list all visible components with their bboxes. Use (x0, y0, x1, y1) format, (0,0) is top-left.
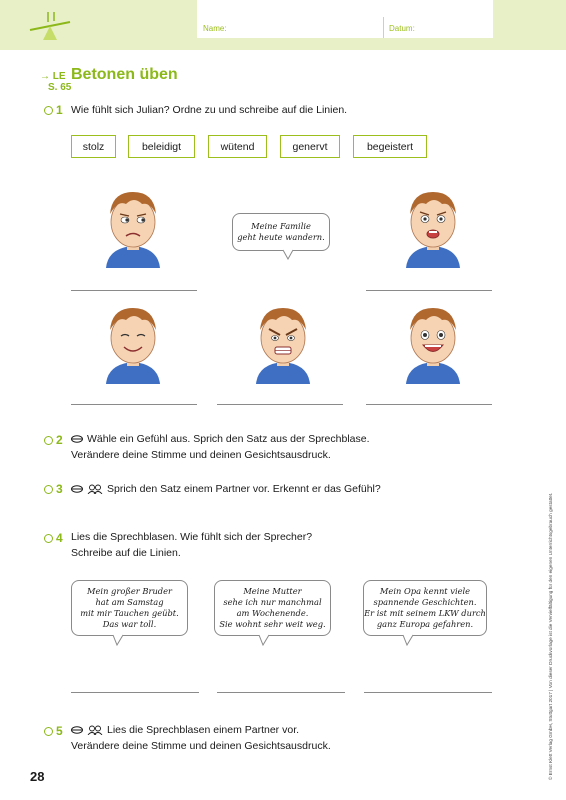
word-box-begeistert: begeistert (353, 135, 427, 158)
face-genervt-icon (398, 184, 468, 268)
page-title: Betonen üben (71, 66, 178, 83)
checkbox-circle-icon (44, 534, 53, 543)
partner-icon (87, 484, 103, 494)
speech-bubble-tail-icon (258, 634, 272, 646)
page-number: 28 (30, 769, 45, 784)
answer-line[interactable] (366, 404, 492, 405)
copyright-notice: © Ernst Klett Verlag GmbH, Stuttgart 2017 | Von dieser Druckvorlage ist die Vervielfältigung für den eigenen Unterrichtsgebrauch gestattet. (548, 492, 553, 780)
speech-bubble-tail-icon (112, 634, 126, 646)
answer-line[interactable] (364, 692, 492, 693)
answer-line[interactable] (366, 290, 492, 291)
task-number-2: 2 (44, 433, 63, 447)
answer-line[interactable] (71, 692, 199, 693)
speech-bubble-mother: Meine Mutter sehe ich nur manchmal am Wochenende. Sie wohnt sehr weit weg. (214, 580, 331, 636)
speech-bubble-brother: Mein großer Bruder hat am Samstag mit mir Tauchen geübt. Das war toll. (71, 580, 188, 636)
task-number-3: 3 (44, 482, 63, 496)
partner-icon (87, 725, 103, 735)
field-separator (383, 17, 384, 38)
task-number-5: 5 (44, 724, 63, 738)
face-begeistert-icon (398, 300, 468, 384)
speech-bubble-center: Meine Familie geht heute wandern. (232, 213, 330, 251)
mouth-speak-icon (71, 485, 83, 493)
task-number-4: 4 (44, 531, 63, 545)
mouth-speak-icon (71, 726, 83, 734)
task-number-1: 1 (44, 103, 63, 117)
word-box-genervt: genervt (280, 135, 340, 158)
task-4-text: Lies die Sprechblasen. Wie fühlt sich der Sprecher? Schreibe auf die Linien. (71, 531, 313, 559)
answer-line[interactable] (71, 290, 197, 291)
reference-label (40, 71, 71, 93)
name-date-box (197, 0, 493, 38)
name-label: Name: (203, 24, 227, 33)
checkbox-circle-icon (44, 106, 53, 115)
answer-line[interactable] (71, 404, 197, 405)
task-2-text: Wähle ein Gefühl aus. Sprich den Satz aus der Sprechblase. Verändere deine Stimme und deinen Gesichtsausdruck. (71, 433, 370, 461)
checkbox-circle-icon (44, 436, 53, 445)
face-wuetend-icon (248, 300, 318, 384)
date-label: Datum: (389, 24, 415, 33)
task-3-text: Sprich den Satz einem Partner vor. Erkennt er das Gefühl? (71, 481, 381, 497)
reference-line-1: → LE (40, 71, 66, 82)
speech-bubble-tail-icon (402, 634, 416, 646)
speech-bubble-tail-icon (282, 249, 296, 260)
face-stolz-icon (98, 300, 168, 384)
word-box-wuetend: wütend (208, 135, 267, 158)
mouth-speak-icon (71, 435, 83, 443)
checkbox-circle-icon (44, 485, 53, 494)
checkbox-circle-icon (44, 727, 53, 736)
word-box-stolz: stolz (71, 135, 116, 158)
task-1-text: Wie fühlt sich Julian? Ordne zu und schreibe auf die Linien. (71, 104, 348, 116)
answer-line[interactable] (217, 404, 343, 405)
answer-line[interactable] (217, 692, 345, 693)
seesaw-logo-icon (26, 10, 74, 42)
face-beleidigt-icon (98, 184, 168, 268)
reference-line-2: S. 65 (48, 82, 72, 93)
speech-bubble-grandpa: Mein Opa kennt viele spannende Geschichten. Er ist mit seinem LKW durch ganz Europa gefahren. (363, 580, 487, 636)
task-5-text: Lies die Sprechblasen einem Partner vor. Verändere deine Stimme und deinen Gesichtsausdruck. (71, 724, 331, 752)
word-box-beleidigt: beleidigt (128, 135, 195, 158)
